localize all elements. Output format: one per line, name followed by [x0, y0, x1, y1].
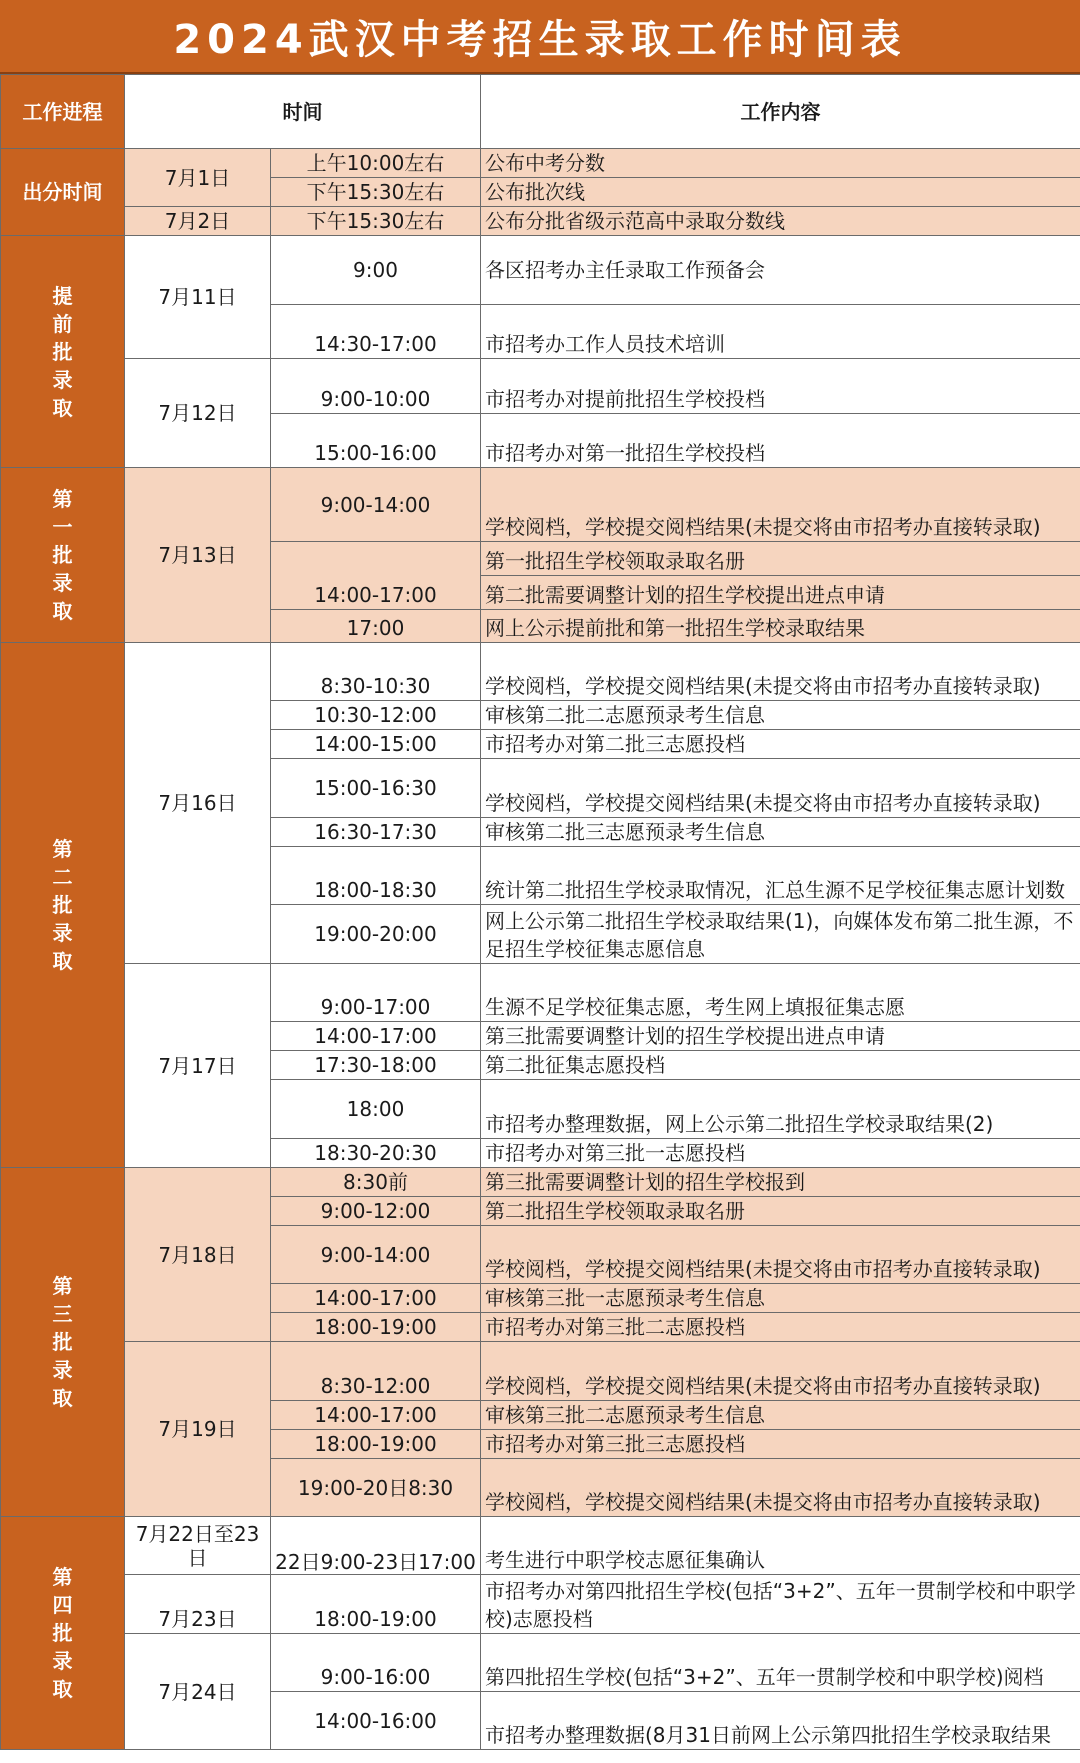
- content-cell: 第二批需要调整计划的招生学校提出进点申请: [481, 576, 1080, 610]
- time-cell: 22日9:00-23日17:00: [271, 1517, 481, 1575]
- time-cell: 15:00-16:00: [271, 414, 481, 468]
- content-cell: 市招考办对提前批招生学校投档: [481, 359, 1080, 414]
- content-cell: 审核第二批三志愿预录考生信息: [481, 818, 1080, 847]
- content-cell: 第四批招生学校(包括“3+2”、五年一贯制学校和中职学校)阅档: [481, 1634, 1080, 1692]
- date-cell: 7月13日: [125, 468, 271, 643]
- table-row: [1, 149, 1080, 178]
- table-row: [1, 468, 1080, 542]
- time-cell: 14:00-17:00: [271, 1022, 481, 1051]
- time-cell: 14:00-15:00: [271, 730, 481, 759]
- time-cell: 14:30-17:00: [271, 305, 481, 359]
- content-cell: 市招考办对第三批二志愿投档: [481, 1313, 1080, 1342]
- header-stage: 工作进程: [1, 75, 125, 149]
- content-cell: 网上公示第二批招生学校录取结果(1)，向媒体发布第二批生源，不足招生学校征集志愿信息: [481, 905, 1080, 964]
- header-content: 工作内容: [481, 75, 1080, 149]
- content-cell: 公布批次线: [481, 178, 1080, 207]
- header-time: 时间: [125, 75, 481, 149]
- content-cell: 学校阅档，学校提交阅档结果(未提交将由市招考办直接转录取): [481, 468, 1080, 542]
- content-cell: 第二批招生学校领取录取名册: [481, 1197, 1080, 1226]
- content-cell: 审核第三批二志愿预录考生信息: [481, 1401, 1080, 1430]
- date-cell: 7月16日: [125, 643, 271, 964]
- content-cell: 市招考办整理数据(8月31日前网上公示第四批招生学校录取结果: [481, 1692, 1080, 1750]
- time-cell: 18:00-19:00: [271, 1313, 481, 1342]
- content-cell: 学校阅档，学校提交阅档结果(未提交将由市招考办直接转录取): [481, 643, 1080, 701]
- table-row: [1, 1575, 1080, 1634]
- content-cell: 公布中考分数: [481, 149, 1080, 178]
- stage-cell: 出分时间: [1, 149, 125, 236]
- time-cell: 18:00-18:30: [271, 847, 481, 905]
- table-header-row: [1, 75, 1080, 149]
- time-cell: 下午15:30左右: [271, 207, 481, 236]
- date-cell: 7月18日: [125, 1168, 271, 1342]
- time-cell: 上午10:00左右: [271, 149, 481, 178]
- content-cell: 市招考办对第三批一志愿投档: [481, 1139, 1080, 1168]
- page-title: 2024武汉中考招生录取工作时间表: [0, 0, 1080, 74]
- date-cell: 7月11日: [125, 236, 271, 359]
- time-cell: 14:00-17:00: [271, 542, 481, 610]
- time-cell: 15:00-16:30: [271, 759, 481, 818]
- stage-cell: 提前批录取: [1, 236, 125, 468]
- time-cell: 16:30-17:30: [271, 818, 481, 847]
- content-cell: 各区招考办主任录取工作预备会: [481, 236, 1080, 305]
- time-cell: 18:30-20:30: [271, 1139, 481, 1168]
- content-cell: 学校阅档，学校提交阅档结果(未提交将由市招考办直接转录取): [481, 1459, 1080, 1517]
- time-cell: 下午15:30左右: [271, 178, 481, 207]
- time-cell: 8:30前: [271, 1168, 481, 1197]
- time-cell: 9:00-16:00: [271, 1634, 481, 1692]
- time-cell: 19:00-20日8:30: [271, 1459, 481, 1517]
- table-row: [1, 1634, 1080, 1692]
- table-row: [1, 643, 1080, 701]
- stage-cell: 第二批录取: [1, 643, 125, 1168]
- time-cell: 9:00-17:00: [271, 964, 481, 1022]
- date-cell: 7月23日: [125, 1575, 271, 1634]
- date-cell: 7月1日: [125, 149, 271, 207]
- content-cell: 市招考办工作人员技术培训: [481, 305, 1080, 359]
- content-cell: 第三批需要调整计划的招生学校报到: [481, 1168, 1080, 1197]
- table-row: [1, 1342, 1080, 1401]
- time-cell: 9:00-14:00: [271, 1226, 481, 1284]
- time-cell: 8:30-10:30: [271, 643, 481, 701]
- table-row: [1, 359, 1080, 414]
- content-cell: 市招考办对第一批招生学校投档: [481, 414, 1080, 468]
- content-cell: 生源不足学校征集志愿，考生网上填报征集志愿: [481, 964, 1080, 1022]
- stage-cell: 第三批录取: [1, 1168, 125, 1517]
- time-cell: 18:00: [271, 1080, 481, 1139]
- content-cell: 审核第三批一志愿预录考生信息: [481, 1284, 1080, 1313]
- table-row: [1, 236, 1080, 305]
- content-cell: 第一批招生学校领取录取名册: [481, 542, 1080, 576]
- stage-cell: 第一批录取: [1, 468, 125, 643]
- date-cell: 7月12日: [125, 359, 271, 468]
- content-cell: 学校阅档，学校提交阅档结果(未提交将由市招考办直接转录取): [481, 1226, 1080, 1284]
- time-cell: 9:00-12:00: [271, 1197, 481, 1226]
- content-cell: 审核第二批二志愿预录考生信息: [481, 701, 1080, 730]
- content-cell: 公布分批省级示范高中录取分数线: [481, 207, 1080, 236]
- content-cell: 学校阅档，学校提交阅档结果(未提交将由市招考办直接转录取): [481, 1342, 1080, 1401]
- table-row: [1, 1517, 1080, 1575]
- time-cell: 9:00-10:00: [271, 359, 481, 414]
- content-cell: 第二批征集志愿投档: [481, 1051, 1080, 1080]
- date-cell: 7月17日: [125, 964, 271, 1168]
- time-cell: 14:00-16:00: [271, 1692, 481, 1750]
- time-cell: 9:00: [271, 236, 481, 305]
- content-cell: 市招考办整理数据，网上公示第二批招生学校录取结果(2): [481, 1080, 1080, 1139]
- time-cell: 17:30-18:00: [271, 1051, 481, 1080]
- content-cell: 考生进行中职学校志愿征集确认: [481, 1517, 1080, 1575]
- content-cell: 市招考办对第四批招生学校(包括“3+2”、五年一贯制学校和中职学校)志愿投档: [481, 1575, 1080, 1634]
- time-cell: 10:30-12:00: [271, 701, 481, 730]
- content-cell: 市招考办对第二批三志愿投档: [481, 730, 1080, 759]
- content-cell: 市招考办对第三批三志愿投档: [481, 1430, 1080, 1459]
- time-cell: 14:00-17:00: [271, 1401, 481, 1430]
- date-cell: 7月2日: [125, 207, 271, 236]
- time-cell: 14:00-17:00: [271, 1284, 481, 1313]
- content-cell: 统计第二批招生学校录取情况，汇总生源不足学校征集志愿计划数: [481, 847, 1080, 905]
- content-cell: 网上公示提前批和第一批招生学校录取结果: [481, 610, 1080, 643]
- date-cell: 7月24日: [125, 1634, 271, 1750]
- table-row: [1, 207, 1080, 236]
- time-cell: 17:00: [271, 610, 481, 643]
- date-cell: 7月22日至23日: [125, 1517, 271, 1575]
- table-row: [1, 964, 1080, 1022]
- time-cell: 19:00-20:00: [271, 905, 481, 964]
- schedule-table: [0, 74, 1080, 1750]
- table-row: [1, 1168, 1080, 1197]
- time-cell: 18:00-19:00: [271, 1430, 481, 1459]
- time-cell: 18:00-19:00: [271, 1575, 481, 1634]
- date-cell: 7月19日: [125, 1342, 271, 1517]
- content-cell: 学校阅档，学校提交阅档结果(未提交将由市招考办直接转录取): [481, 759, 1080, 818]
- stage-cell: 第四批录取: [1, 1517, 125, 1750]
- content-cell: 第三批需要调整计划的招生学校提出进点申请: [481, 1022, 1080, 1051]
- time-cell: 9:00-14:00: [271, 468, 481, 542]
- time-cell: 8:30-12:00: [271, 1342, 481, 1401]
